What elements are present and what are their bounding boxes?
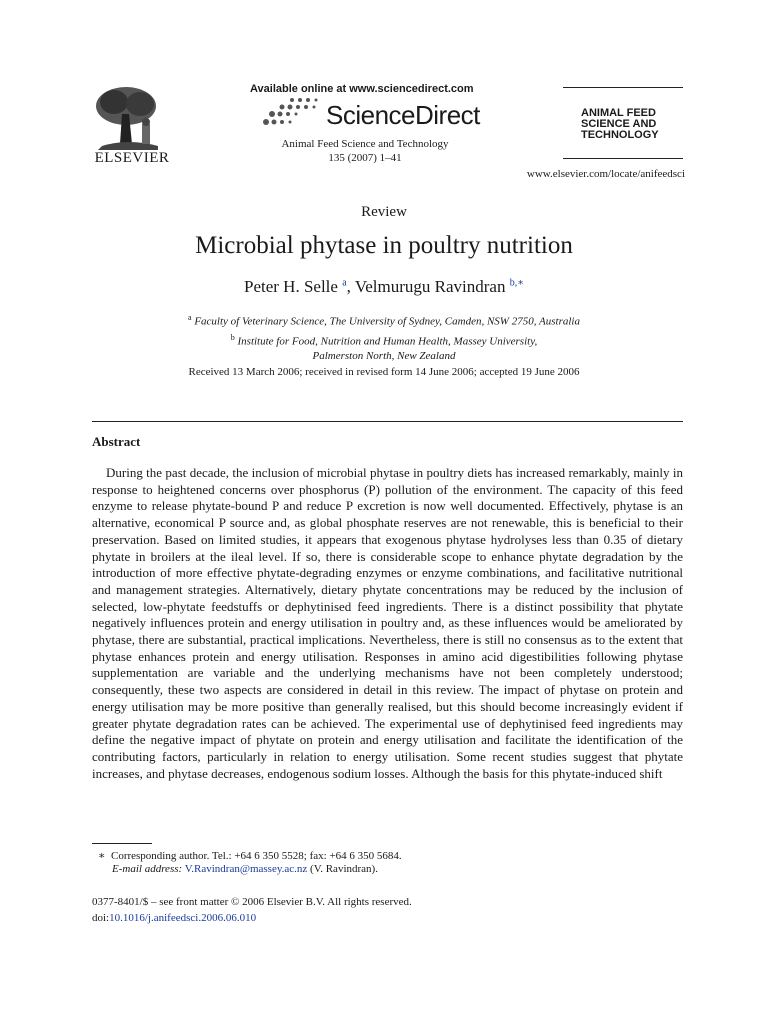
footnote-text: Corresponding author. Tel.: +64 6 350 5528; fax: +64 6 350 5684. bbox=[110, 850, 402, 862]
affiliation-a bbox=[0, 310, 768, 330]
journal-citation bbox=[250, 137, 480, 165]
affiliation-link[interactable]: b,∗ bbox=[509, 277, 524, 289]
author-name[interactable]: Velmurugu Ravindran bbox=[354, 277, 506, 296]
journal-logo-line: ANIMAL FEED bbox=[581, 107, 656, 119]
affiliation-mark: b bbox=[230, 332, 235, 342]
abstract-rule bbox=[92, 421, 683, 422]
affiliation-b-cont: Palmerston North, New Zealand bbox=[312, 350, 456, 363]
abstract-heading: Abstract bbox=[92, 434, 141, 449]
journal-logo bbox=[581, 108, 681, 141]
author-separator: , bbox=[346, 277, 355, 296]
corresponding-author-note bbox=[98, 849, 402, 862]
footnote-mark: ∗ bbox=[98, 850, 106, 862]
publisher-name: ELSEVIER bbox=[94, 150, 170, 166]
affiliation-text: Faculty of Veterinary Science, The University of Sydney, Camden, NSW 2750, Australia bbox=[194, 315, 580, 328]
journal-logo-rule-bottom bbox=[563, 158, 683, 159]
footnote-rule bbox=[92, 843, 152, 844]
journal-name: Animal Feed Science and Technology bbox=[281, 138, 449, 150]
journal-logo-line: TECHNOLOGY bbox=[581, 129, 659, 141]
affiliation-text: Institute for Food, Nutrition and Human Health, Massey University, bbox=[237, 335, 538, 348]
email-note bbox=[112, 863, 378, 875]
elsevier-tree-logo bbox=[92, 84, 164, 150]
received-dates: Received 13 March 2006; received in revised form 14 June 2006; accepted 19 June 2006 bbox=[188, 366, 580, 378]
affiliation-mark: a bbox=[188, 313, 192, 322]
affiliation-b bbox=[0, 330, 768, 350]
journal-logo-line: SCIENCE AND bbox=[581, 118, 657, 130]
sciencedirect-brand: ScienceDirect bbox=[326, 100, 480, 130]
available-online-text[interactable]: Available online at www.sciencedirect.com bbox=[250, 83, 474, 95]
issn-copyright: 0377-8401/$ – see front matter © 2006 Elsevier B.V. All rights reserved. bbox=[92, 896, 412, 908]
affiliation-link[interactable]: a bbox=[342, 277, 347, 289]
article-title: Microbial phytase in poultry nutrition bbox=[195, 232, 573, 259]
email-label: E-mail address: bbox=[112, 863, 183, 875]
author-name[interactable]: Peter H. Selle bbox=[243, 277, 338, 296]
journal-url[interactable]: www.elsevier.com/locate/anifeedsci bbox=[526, 168, 685, 180]
doi-line bbox=[92, 912, 256, 924]
doi-link[interactable]: 10.1016/j.anifeedsci.2006.06.010 bbox=[109, 912, 257, 924]
email-link[interactable]: V.Ravindran@massey.ac.nz bbox=[184, 863, 308, 875]
doi-label: doi: bbox=[92, 912, 110, 924]
abstract-text: During the past decade, the inclusion of microbial phytase in poultry diets has increased remarkably, mainly in response to heightened concerns over phosphorus (P) pollution of the environment. The capacity of this feed enzyme to release phytate-bound P and reduce P excretion is now well documented. Effectively, phytase is an alternative, economical P source and, as global phosphate reserves are not renewable, this is beneficial to their preservation. Based on limited studies, it appears that exogenous phytase hydrolyses less than 0.35 of dietary phytate in broilers at the ileal level. If so, there is considerable scope to enhance phytate degradation by the introduction of more effective phytate-degrading enzymes or enzyme combinations, and facilitative nutritional and management strategies. Alternatively, dietary phytate concentrations may be reduced by the inclusion of selected, low-phytate feedstuffs or dephytinised feed ingredients. There is a distinct possibility that phytate negatively influences protein and energy utilisation in poultry and, as these influences would be ameliorated by phytase, there are substantial, practical implications. Nevertheless, there is still no consensus as to the extent that phytase enhances protein and energy utilisation. Responses in amino acid digestibilities following phytase supplementation are variable and the underlying mechanisms have not been completely understood; consequently, these two aspects are considered in detail in this review. The impact of phytase on protein and energy utilisation may be more positive than generally realised, but this should become increasingly evident if greater phytate degradation rates can be achieved. The experimental use of dephytinised feed ingredients may define the negative impact of phytate on protein and energy utilisation and facilitate the identification of the contributing factors, particularly in relation to energy utilisation. Some recent studies suggest that phytate increases, and phytase decreases, endogenous sodium losses. Although the basis for this phytate-induced shift bbox=[92, 465, 683, 781]
article-type: Review bbox=[361, 204, 407, 220]
author-list bbox=[0, 277, 768, 297]
email-suffix: (V. Ravindran). bbox=[310, 863, 378, 875]
sciencedirect-dots-icon bbox=[262, 96, 322, 130]
volume-info: 135 (2007) 1–41 bbox=[328, 152, 402, 164]
journal-logo-rule-top bbox=[563, 87, 683, 88]
affiliations bbox=[0, 310, 768, 364]
